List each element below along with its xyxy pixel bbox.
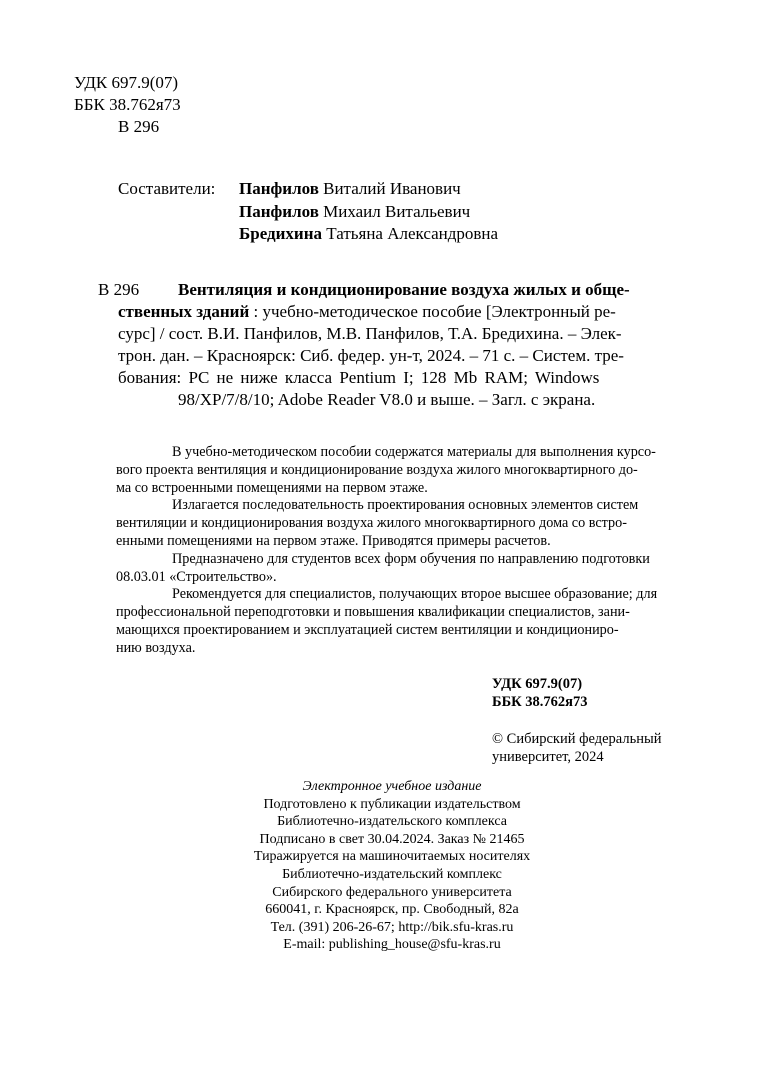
abstract-line: Предназначено для студентов всех форм обучения по направлению подготовки — [172, 550, 650, 567]
abstract-line: вого проекта вентиляция и кондиционирование воздуха жилого многоквартирного до- — [116, 461, 638, 478]
copyright-line: © Сибирский федеральный — [492, 731, 662, 747]
bib-title-cont: ственных зданий — [118, 302, 250, 321]
copyright-line: университет, 2024 — [492, 749, 604, 765]
imprint-line: E-mail: publishing_house@sfu-kras.ru — [283, 937, 501, 953]
compilers-list — [239, 178, 498, 246]
compiler-entry — [239, 178, 498, 201]
abstract-line: енными помещениями на первом этаже. Приводятся примеры расчетов. — [116, 532, 551, 549]
edition-type: Электронное учебное издание — [302, 779, 482, 794]
bib-record-line — [118, 301, 616, 323]
abstract-paragraph — [116, 444, 678, 497]
footer-udk: УДК 697.9(07) — [492, 676, 583, 692]
abstract-line: Излагается последовательность проектирования основных элементов систем — [172, 497, 639, 514]
compiler-given-name: Татьяна Александровна — [326, 224, 499, 243]
bbk-code: ББК 38.762я73 — [74, 95, 181, 114]
bib-title: Вентиляция и кондиционирование воздуха жилых и обще- — [178, 280, 630, 299]
compiler-surname: Панфилов — [239, 201, 319, 221]
imprint-line: Тел. (391) 206-26-67; http://bik.sfu-kras.ru — [270, 919, 514, 935]
copyright-notice — [492, 730, 661, 766]
abstract-paragraph — [116, 586, 678, 657]
abstract-paragraph — [116, 497, 678, 550]
abstract-line: мающихся проектированием и эксплуатацией систем вентиляции и кондициониро- — [116, 621, 619, 638]
abstract-line: В учебно-методическом пособии содержатся материалы для выполнения курсо- — [172, 444, 656, 460]
bib-description: : учебно-методическое пособие [Электронный ре- — [249, 302, 616, 321]
bib-record-code: В 296 — [98, 280, 140, 299]
bib-record-line: трон. дан. – Красноярск: Сиб. федер. ун-т, 2024. – 71 с. – Систем. тре- — [118, 346, 624, 365]
imprint-line: 660041, г. Красноярск, пр. Свободный, 82а — [265, 902, 519, 918]
abstract-paragraph — [116, 551, 678, 587]
compiler-surname: Бредихина — [239, 224, 322, 243]
abstract-line: нию воздуха. — [116, 639, 196, 656]
classification-block — [74, 72, 181, 138]
bib-record-line — [178, 279, 630, 301]
author-mark: В 296 — [118, 117, 160, 136]
imprint-line: Подписано в свет 30.04.2024. Заказ № 21465 — [259, 831, 525, 847]
abstract-line: вентиляции и кондиционирования воздуха жилого многоквартирного дома со встро- — [116, 515, 627, 532]
imprint-line: Подготовлено к публикации издательством — [263, 796, 521, 812]
compilers-label: Составители: — [118, 179, 216, 198]
compiler-given-name: Виталий Иванович — [323, 179, 461, 198]
abstract-line: Рекомендуется для специалистов, получающих второе высшее образование; для — [172, 586, 658, 603]
imprint-line: Библиотечно-издательского комплекса — [277, 814, 507, 830]
bib-record-line: бования: PC не ниже класса Pentium I; 128 Mb RAM; Windows — [118, 368, 600, 387]
bib-record-line: 98/XP/7/8/10; Adobe Reader V8.0 и выше. – Загл. с экрана. — [178, 390, 596, 409]
imprint-line: Сибирского федерального университета — [272, 884, 512, 900]
compiler-entry — [239, 201, 498, 224]
imprint-line: Тиражируется на машиночитаемых носителях — [253, 849, 531, 865]
footer-bbk: ББК 38.762я73 — [492, 694, 588, 710]
abstract-line: 08.03.01 «Строительство». — [116, 568, 277, 585]
udk-code: УДК 697.9(07) — [74, 73, 179, 92]
footer-codes — [492, 675, 588, 711]
compiler-surname: Панфилов — [239, 179, 319, 198]
abstract-line: профессиональной переподготовки и повышения квалификации специалистов, зани- — [116, 604, 630, 621]
imprint-line: Библиотечно-издательский комплекс — [282, 866, 502, 882]
compiler-given-name: Михаил Витальевич — [323, 201, 471, 221]
compiler-entry — [239, 223, 498, 246]
imprint-block — [0, 778, 764, 954]
abstract-line: ма со встроенными помещениями на первом этаже. — [116, 479, 428, 496]
abstract — [116, 444, 678, 658]
bib-record-line: сурс] / сост. В.И. Панфилов, М.В. Панфилов, Т.А. Бредихина. – Элек- — [118, 324, 622, 343]
